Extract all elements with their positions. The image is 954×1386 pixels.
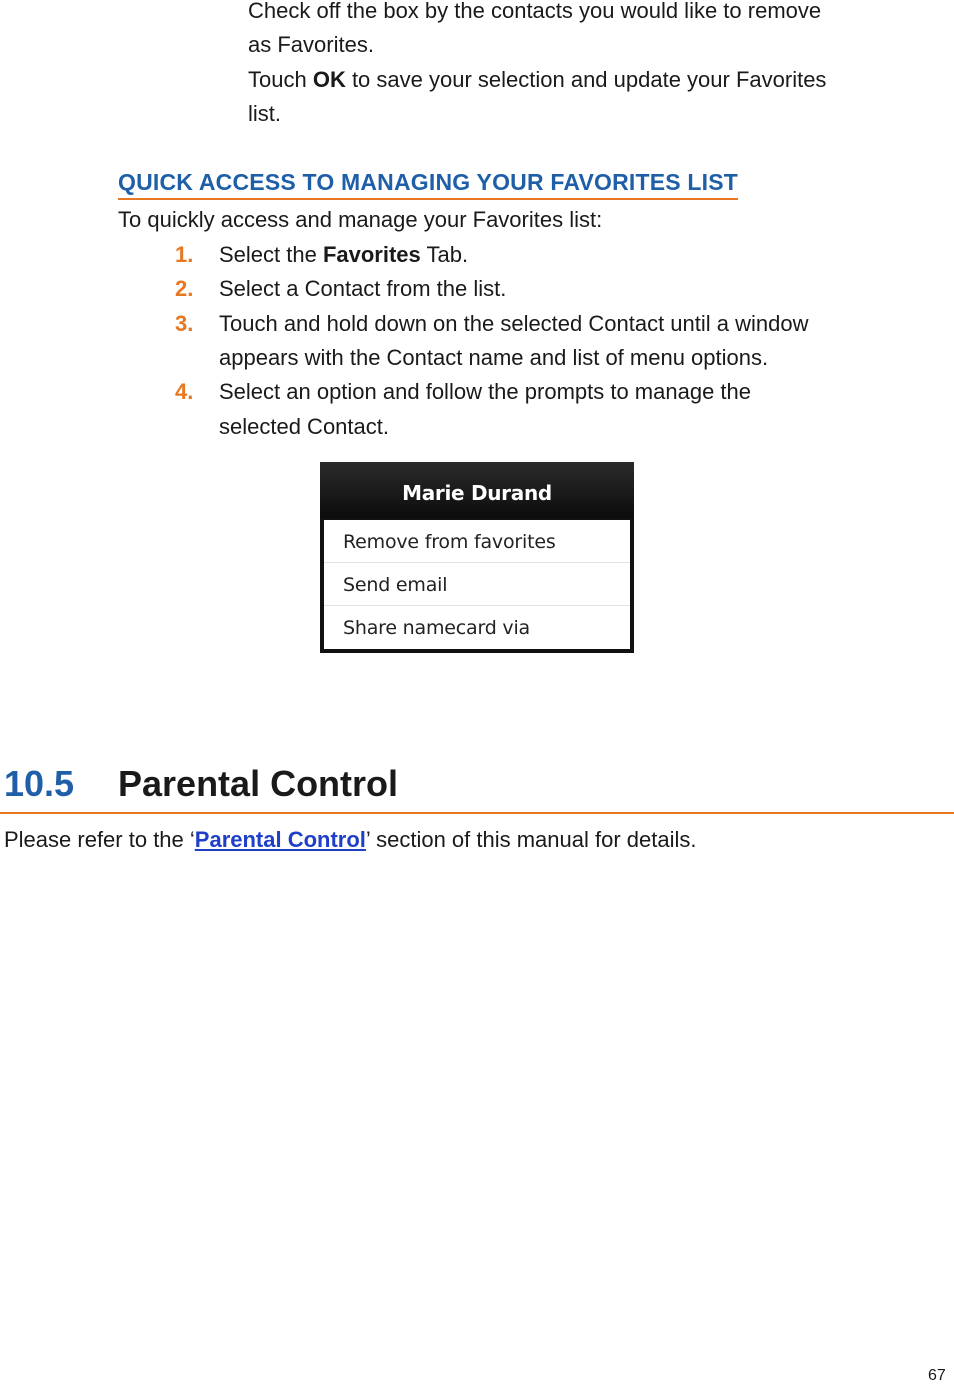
para-pre: Please refer to the ‘	[4, 827, 195, 852]
section-title: Parental Control	[118, 763, 399, 804]
quick-access-heading: QUICK ACCESS TO MANAGING YOUR FAVORITES LIST	[118, 166, 738, 200]
menu-item-share-namecard[interactable]: Share namecard via	[343, 617, 530, 639]
contact-context-menu-screenshot	[320, 462, 634, 653]
continued-line-2: as Favorites.	[248, 32, 374, 57]
continued-line-1: Check off the box by the contacts you would like to remove	[248, 0, 822, 23]
continued-line-3	[248, 63, 826, 97]
step-text	[219, 238, 468, 272]
page-number: 67	[928, 1367, 946, 1384]
menu-item-remove-from-favorites[interactable]: Remove from favorites	[324, 520, 630, 563]
favorites-keyword: Favorites	[322, 242, 421, 267]
section-paragraph	[4, 823, 697, 857]
step-1-post: Tab.	[420, 242, 469, 267]
step-number: 4.	[175, 379, 194, 404]
ok-keyword: OK	[312, 67, 346, 92]
quick-access-intro: To quickly access and manage your Favorites list:	[118, 207, 603, 232]
step-text-continued: appears with the Contact name and list of menu options.	[219, 345, 769, 370]
para-post: ’ section of this manual for details.	[365, 827, 697, 852]
step-text-continued: selected Contact.	[219, 414, 389, 439]
parental-control-link[interactable]: Parental Control	[194, 827, 366, 852]
continued-line-4: list.	[248, 101, 281, 126]
menu-item-send-email[interactable]: Send email	[324, 563, 630, 606]
step-number: 3.	[175, 311, 194, 336]
step-number: 2.	[175, 276, 194, 301]
continued-line-3-pre: Touch	[248, 67, 313, 92]
step-number: 1.	[175, 242, 194, 267]
step-text: Select an option and follow the prompts to manage the	[219, 379, 752, 404]
popup-contact-name: Marie Durand	[320, 462, 634, 518]
section-number: 10.5	[4, 763, 75, 804]
continued-line-3-post: to save your selection and update your Favorites	[345, 67, 827, 92]
section-divider	[0, 812, 954, 814]
step-1-pre: Select the	[219, 242, 323, 267]
popup-menu-list	[324, 520, 630, 649]
step-text: Touch and hold down on the selected Contact until a window	[219, 311, 809, 336]
step-text: Select a Contact from the list.	[219, 276, 507, 301]
